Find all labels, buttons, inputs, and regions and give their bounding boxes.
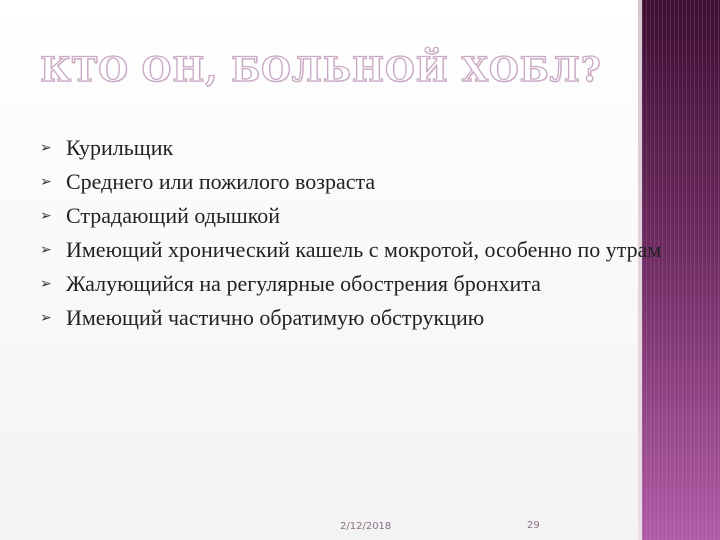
arrowhead-bullet-icon: ➢	[40, 276, 52, 292]
bullet-text: Имеющий частично обратимую обструкцию	[66, 305, 485, 330]
bullet-item	[40, 267, 680, 301]
bullet-text: Среднего или пожилого возраста	[66, 169, 376, 194]
arrowhead-bullet-icon: ➢	[40, 140, 52, 156]
bullet-item	[40, 199, 680, 233]
bullet-item	[40, 233, 680, 267]
bullet-list	[40, 131, 680, 335]
arrowhead-bullet-icon: ➢	[40, 310, 52, 326]
bullet-text: Имеющий хронический кашель с мокротой, особенно по утрам	[66, 237, 662, 262]
bullet-item	[40, 301, 680, 335]
slide-title: КТО ОН, БОЛЬНОЙ ХОБЛ?	[40, 50, 602, 90]
bullet-item	[40, 131, 680, 165]
footer-date: 2/12/2018	[340, 521, 392, 532]
arrowhead-bullet-icon: ➢	[40, 242, 52, 258]
arrowhead-bullet-icon: ➢	[40, 174, 52, 190]
bullet-text: Курильщик	[66, 135, 174, 160]
footer-page-number: 29	[527, 520, 540, 531]
bullet-text: Страдающий одышкой	[66, 203, 281, 228]
arrowhead-bullet-icon: ➢	[40, 208, 52, 224]
bullet-text: Жалующийся на регулярные обострения бронхита	[66, 271, 541, 296]
bullet-item	[40, 165, 680, 199]
